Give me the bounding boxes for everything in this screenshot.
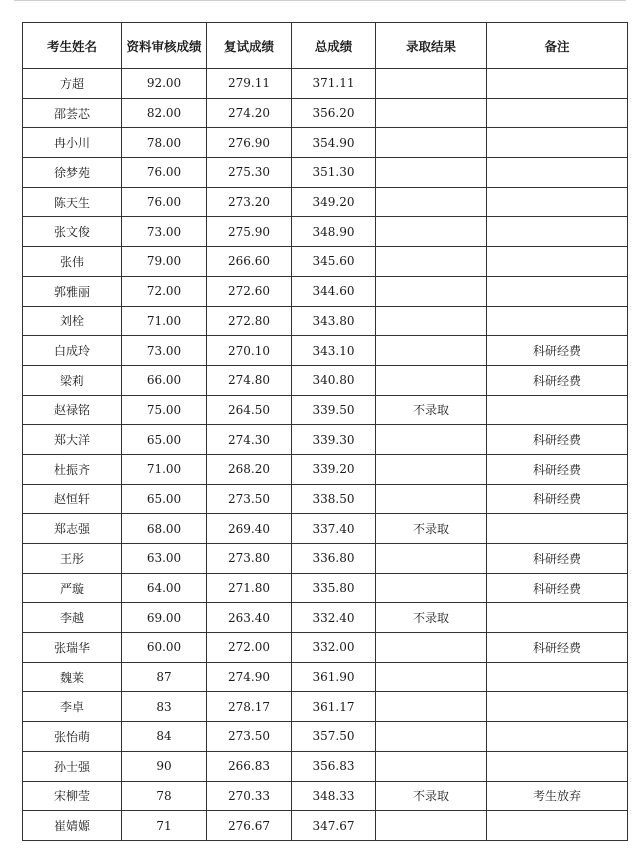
table-row: [23, 781, 628, 811]
cell-retest-score: 264.50: [207, 395, 292, 425]
cell-remarks: [487, 722, 628, 752]
table-row: [23, 603, 628, 633]
cell-retest-score: 275.90: [207, 217, 292, 247]
cell-review-score: 71.00: [122, 454, 207, 484]
table-body: [23, 69, 628, 841]
cell-candidate-name: 张瑞华: [23, 633, 122, 663]
cell-candidate-name: 白成玲: [23, 336, 122, 366]
cell-total-score: 348.33: [292, 781, 376, 811]
cell-remarks: 考生放弃: [487, 781, 628, 811]
cell-total-score: 335.80: [292, 573, 376, 603]
cell-retest-score: 272.80: [207, 306, 292, 336]
cell-remarks: [487, 751, 628, 781]
cell-total-score: 348.90: [292, 217, 376, 247]
cell-admission-result: 不录取: [376, 603, 487, 633]
cell-admission-result: 不录取: [376, 514, 487, 544]
header-remarks: 备注: [487, 23, 628, 69]
table-row: [23, 69, 628, 99]
cell-retest-score: 275.30: [207, 158, 292, 188]
cell-remarks: 科研经费: [487, 425, 628, 455]
cell-admission-result: [376, 247, 487, 277]
table-row: [23, 336, 628, 366]
cell-candidate-name: 崔婧嫄: [23, 811, 122, 841]
table-row: [23, 514, 628, 544]
cell-retest-score: 268.20: [207, 454, 292, 484]
cell-candidate-name: 李越: [23, 603, 122, 633]
cell-retest-score: 269.40: [207, 514, 292, 544]
cell-remarks: 科研经费: [487, 484, 628, 514]
cell-retest-score: 273.50: [207, 722, 292, 752]
table-row: [23, 633, 628, 663]
cell-candidate-name: 李卓: [23, 692, 122, 722]
cell-candidate-name: 陈天生: [23, 187, 122, 217]
cell-remarks: [487, 69, 628, 99]
cell-admission-result: [376, 336, 487, 366]
cell-remarks: 科研经费: [487, 633, 628, 663]
cell-review-score: 71: [122, 811, 207, 841]
cell-admission-result: [376, 544, 487, 574]
cell-total-score: 357.50: [292, 722, 376, 752]
cell-candidate-name: 梁莉: [23, 365, 122, 395]
cell-retest-score: 276.90: [207, 128, 292, 158]
cell-total-score: 338.50: [292, 484, 376, 514]
cell-candidate-name: 严璇: [23, 573, 122, 603]
cell-review-score: 68.00: [122, 514, 207, 544]
cell-candidate-name: 杜振齐: [23, 454, 122, 484]
cell-admission-result: [376, 692, 487, 722]
table-row: [23, 722, 628, 752]
cell-review-score: 83: [122, 692, 207, 722]
cell-admission-result: [376, 425, 487, 455]
cell-total-score: 361.17: [292, 692, 376, 722]
table-row: [23, 811, 628, 841]
cell-total-score: 356.20: [292, 98, 376, 128]
cell-retest-score: 271.80: [207, 573, 292, 603]
cell-admission-result: 不录取: [376, 781, 487, 811]
cell-remarks: [487, 811, 628, 841]
cell-candidate-name: 方超: [23, 69, 122, 99]
cell-review-score: 73.00: [122, 336, 207, 366]
cell-candidate-name: 张怡萌: [23, 722, 122, 752]
table-row: [23, 484, 628, 514]
table-row: [23, 247, 628, 277]
cell-total-score: 336.80: [292, 544, 376, 574]
table-row: [23, 751, 628, 781]
cell-candidate-name: 张伟: [23, 247, 122, 277]
cell-remarks: [487, 128, 628, 158]
cell-admission-result: [376, 158, 487, 188]
cell-total-score: 339.20: [292, 454, 376, 484]
cell-admission-result: [376, 128, 487, 158]
table-row: [23, 425, 628, 455]
cell-total-score: 356.83: [292, 751, 376, 781]
cell-candidate-name: 邵荟芯: [23, 98, 122, 128]
cell-review-score: 63.00: [122, 544, 207, 574]
cell-retest-score: 274.30: [207, 425, 292, 455]
cell-remarks: [487, 158, 628, 188]
cell-total-score: 332.40: [292, 603, 376, 633]
cell-admission-result: [376, 98, 487, 128]
cell-review-score: 72.00: [122, 276, 207, 306]
cell-review-score: 87: [122, 662, 207, 692]
header-retest-score: 复试成绩: [207, 23, 292, 69]
cell-remarks: [487, 306, 628, 336]
table-row: [23, 306, 628, 336]
cell-total-score: 343.10: [292, 336, 376, 366]
table-row: [23, 395, 628, 425]
cell-admission-result: [376, 751, 487, 781]
header-total-score: 总成绩: [292, 23, 376, 69]
cell-admission-result: [376, 722, 487, 752]
cell-retest-score: 266.83: [207, 751, 292, 781]
cell-total-score: 347.67: [292, 811, 376, 841]
cell-admission-result: [376, 217, 487, 247]
cell-retest-score: 276.67: [207, 811, 292, 841]
cell-review-score: 76.00: [122, 158, 207, 188]
cell-remarks: 科研经费: [487, 544, 628, 574]
cell-retest-score: 274.80: [207, 365, 292, 395]
cell-retest-score: 266.60: [207, 247, 292, 277]
cell-retest-score: 270.10: [207, 336, 292, 366]
cell-review-score: 71.00: [122, 306, 207, 336]
cell-review-score: 73.00: [122, 217, 207, 247]
cell-candidate-name: 徐梦苑: [23, 158, 122, 188]
cell-remarks: [487, 395, 628, 425]
cell-admission-result: [376, 187, 487, 217]
cell-retest-score: 273.50: [207, 484, 292, 514]
top-border-line: [14, 0, 626, 4]
cell-review-score: 78: [122, 781, 207, 811]
cell-total-score: 339.50: [292, 395, 376, 425]
cell-total-score: 339.30: [292, 425, 376, 455]
cell-candidate-name: 冉小川: [23, 128, 122, 158]
cell-candidate-name: 郭雅丽: [23, 276, 122, 306]
cell-review-score: 65.00: [122, 425, 207, 455]
table-row: [23, 454, 628, 484]
cell-candidate-name: 刘栓: [23, 306, 122, 336]
cell-candidate-name: 魏莱: [23, 662, 122, 692]
cell-review-score: 84: [122, 722, 207, 752]
cell-retest-score: 273.20: [207, 187, 292, 217]
cell-review-score: 64.00: [122, 573, 207, 603]
cell-review-score: 92.00: [122, 69, 207, 99]
table-row: [23, 662, 628, 692]
cell-admission-result: [376, 365, 487, 395]
cell-retest-score: 263.40: [207, 603, 292, 633]
cell-total-score: 351.30: [292, 158, 376, 188]
cell-retest-score: 273.80: [207, 544, 292, 574]
cell-candidate-name: 郑大洋: [23, 425, 122, 455]
cell-total-score: 344.60: [292, 276, 376, 306]
cell-admission-result: [376, 69, 487, 99]
cell-admission-result: [376, 454, 487, 484]
cell-total-score: 349.20: [292, 187, 376, 217]
cell-remarks: 科研经费: [487, 573, 628, 603]
cell-candidate-name: 王彤: [23, 544, 122, 574]
cell-remarks: [487, 98, 628, 128]
cell-total-score: 340.80: [292, 365, 376, 395]
header-candidate-name: 考生姓名: [23, 23, 122, 69]
cell-retest-score: 279.11: [207, 69, 292, 99]
cell-retest-score: 270.33: [207, 781, 292, 811]
header-review-score: 资料审核成绩: [122, 23, 207, 69]
cell-admission-result: [376, 276, 487, 306]
cell-total-score: 343.80: [292, 306, 376, 336]
table-row: [23, 365, 628, 395]
cell-admission-result: [376, 484, 487, 514]
table-header-row: [23, 23, 628, 69]
cell-remarks: 科研经费: [487, 365, 628, 395]
cell-review-score: 78.00: [122, 128, 207, 158]
cell-candidate-name: 孙士强: [23, 751, 122, 781]
cell-review-score: 65.00: [122, 484, 207, 514]
cell-retest-score: 278.17: [207, 692, 292, 722]
cell-admission-result: [376, 306, 487, 336]
cell-total-score: 361.90: [292, 662, 376, 692]
cell-retest-score: 272.60: [207, 276, 292, 306]
table-row: [23, 187, 628, 217]
cell-retest-score: 272.00: [207, 633, 292, 663]
cell-retest-score: 274.20: [207, 98, 292, 128]
table-row: [23, 217, 628, 247]
cell-review-score: 69.00: [122, 603, 207, 633]
cell-total-score: 332.00: [292, 633, 376, 663]
cell-review-score: 66.00: [122, 365, 207, 395]
cell-admission-result: [376, 811, 487, 841]
cell-candidate-name: 郑志强: [23, 514, 122, 544]
table-row: [23, 128, 628, 158]
cell-candidate-name: 赵禄铭: [23, 395, 122, 425]
table-row: [23, 276, 628, 306]
cell-remarks: 科研经费: [487, 336, 628, 366]
cell-remarks: [487, 247, 628, 277]
cell-admission-result: [376, 573, 487, 603]
header-admission-result: 录取结果: [376, 23, 487, 69]
cell-remarks: [487, 692, 628, 722]
cell-total-score: 345.60: [292, 247, 376, 277]
cell-admission-result: [376, 633, 487, 663]
cell-total-score: 371.11: [292, 69, 376, 99]
cell-total-score: 337.40: [292, 514, 376, 544]
cell-remarks: [487, 514, 628, 544]
cell-review-score: 76.00: [122, 187, 207, 217]
cell-remarks: [487, 217, 628, 247]
cell-review-score: 82.00: [122, 98, 207, 128]
table-row: [23, 158, 628, 188]
cell-candidate-name: 张文俊: [23, 217, 122, 247]
cell-remarks: [487, 662, 628, 692]
cell-candidate-name: 赵恒轩: [23, 484, 122, 514]
cell-review-score: 60.00: [122, 633, 207, 663]
cell-review-score: 75.00: [122, 395, 207, 425]
cell-review-score: 90: [122, 751, 207, 781]
table-row: [23, 544, 628, 574]
table-row: [23, 692, 628, 722]
cell-review-score: 79.00: [122, 247, 207, 277]
cell-admission-result: 不录取: [376, 395, 487, 425]
admission-score-table: [22, 22, 628, 841]
cell-admission-result: [376, 662, 487, 692]
cell-remarks: [487, 276, 628, 306]
cell-retest-score: 274.90: [207, 662, 292, 692]
table-row: [23, 573, 628, 603]
table-row: [23, 98, 628, 128]
cell-total-score: 354.90: [292, 128, 376, 158]
cell-candidate-name: 宋柳莹: [23, 781, 122, 811]
cell-remarks: [487, 187, 628, 217]
cell-remarks: [487, 603, 628, 633]
cell-remarks: 科研经费: [487, 454, 628, 484]
